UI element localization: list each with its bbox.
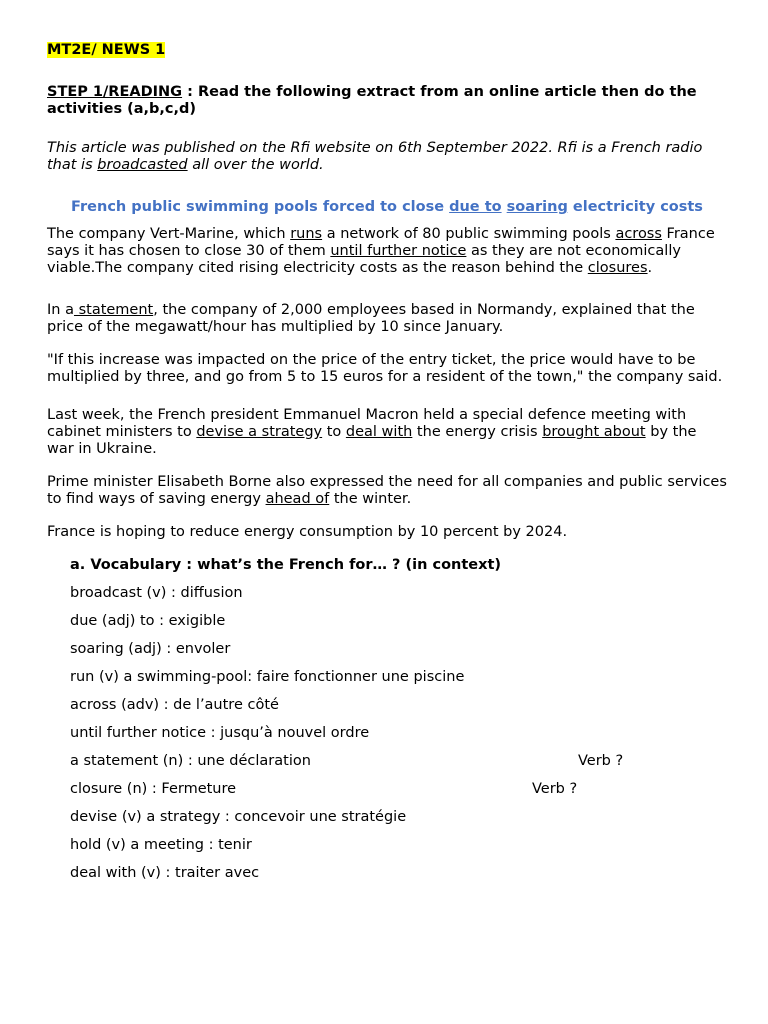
vocabulary-list [70,585,727,893]
vocab-item-text: closure (n) : Fermeture [70,781,237,797]
paragraph-text: France says it has chosen to close 30 of them [47,226,715,259]
paragraph-text: In a [47,302,74,318]
article-paragraph-2 [47,302,727,336]
paragraph-text: Last week, the French president Emmanuel Macron held a special defence meeting with cabinet ministers to [47,407,687,440]
vocab-item-text: deal with (v) : traiter avec [70,865,260,881]
vocab-item [70,669,727,697]
vocab-item-text: across (adv) : de l’autre côté [70,697,279,713]
title-part: electricity costs [567,199,703,215]
vocabulary-title: a. Vocabulary : what’s the French for… ? (in context) [70,557,502,573]
vocab-item [70,697,727,725]
vocab-item-text: until further notice : jusqu’à nouvel ordre [70,725,370,741]
vocab-item [70,585,727,613]
paragraph-text: the energy crisis [412,424,543,440]
underlined-vocab: closures [587,260,648,276]
vocabulary-section [70,557,727,893]
vocab-item-text: soaring (adj) : envoler [70,641,231,657]
vocab-item [70,865,727,893]
paragraph-text: to [322,424,346,440]
vocab-item-text: broadcast (v) : diffusion [70,585,243,601]
paragraph-text: as they are not economically viable.The company cited rising electricity costs as the reason behind the [47,243,681,276]
intro-note [47,140,727,174]
vocab-item [70,725,727,753]
vocab-item-text: run (v) a swimming-pool: faire fonctionner une piscine [70,669,465,685]
article-title [47,199,727,216]
title-underlined-word: soaring [506,199,568,215]
vocab-item [70,613,727,641]
underlined-vocab: devise a strategy [196,424,323,440]
underlined-vocab: runs [290,226,323,242]
intro-text: This article was published on the Rfi website on 6th September 2022. Rfi is a French radio that is [47,140,703,173]
vocab-item [70,753,727,781]
paragraph-text: Prime minister Elisabeth Borne also expressed the need for all companies and public services to find ways of saving energy [47,474,727,507]
underlined-vocab: deal with [345,424,413,440]
intro-underlined-word: broadcasted [97,157,188,173]
vocab-item [70,837,727,865]
article-paragraph-4 [47,407,727,458]
document-page [47,40,727,893]
vocab-item-text: hold (v) a meeting : tenir [70,837,252,853]
header-highlight: MT2E/ NEWS 1 [47,42,166,58]
paragraph-text: "If this increase was impacted on the price of the entry ticket, the price would have to be multiplied by three, and go from 5 to 15 euros for a resident of the town," the company said. [47,352,723,385]
verb-question: Verb ? [578,753,624,769]
underlined-vocab: across [615,226,662,242]
underlined-vocab: until further notice [330,243,467,259]
article-paragraph-1 [47,226,727,277]
article-paragraph-3 [47,352,727,386]
underlined-vocab: brought about [542,424,646,440]
step-rest: : Read the following extract from an online article then do the activities (a,b,c,d) [47,84,697,117]
vocab-item-text: due (adj) to : exigible [70,613,226,629]
vocab-item [70,809,727,837]
verb-question: Verb ? [532,781,578,797]
step-lead: STEP 1/READING [47,84,183,100]
vocab-item-text: a statement (n) : une déclaration [70,753,311,769]
underlined-vocab: ahead of [265,491,330,507]
vocab-item-text: devise (v) a strategy : concevoir une stratégie [70,809,407,825]
vocab-item [70,641,727,669]
paragraph-text: by the war in Ukraine. [47,424,697,457]
title-underlined-word: due to [449,199,502,215]
title-part: French public swimming pools forced to close [71,199,450,215]
article-paragraph-5 [47,474,727,508]
paragraph-text: a network of 80 public swimming pools [322,226,616,242]
paragraph-text: France is hoping to reduce energy consumption by 10 percent by 2024. [47,524,568,540]
vocab-item [70,781,727,809]
intro-text-end: all over the world. [187,157,324,173]
paragraph-text: the winter. [329,491,412,507]
paragraph-text: . [647,260,653,276]
underlined-vocab: statement [73,302,154,318]
paragraph-text: , the company of 2,000 employees based in Normandy, explained that the price of the megawatt/hour has multiplied by 10 since January. [47,302,695,335]
document-header [47,40,727,62]
paragraph-text: The company Vert-Marine, which [47,226,291,242]
article-paragraph-6 [47,524,727,541]
step-instruction [47,84,727,118]
